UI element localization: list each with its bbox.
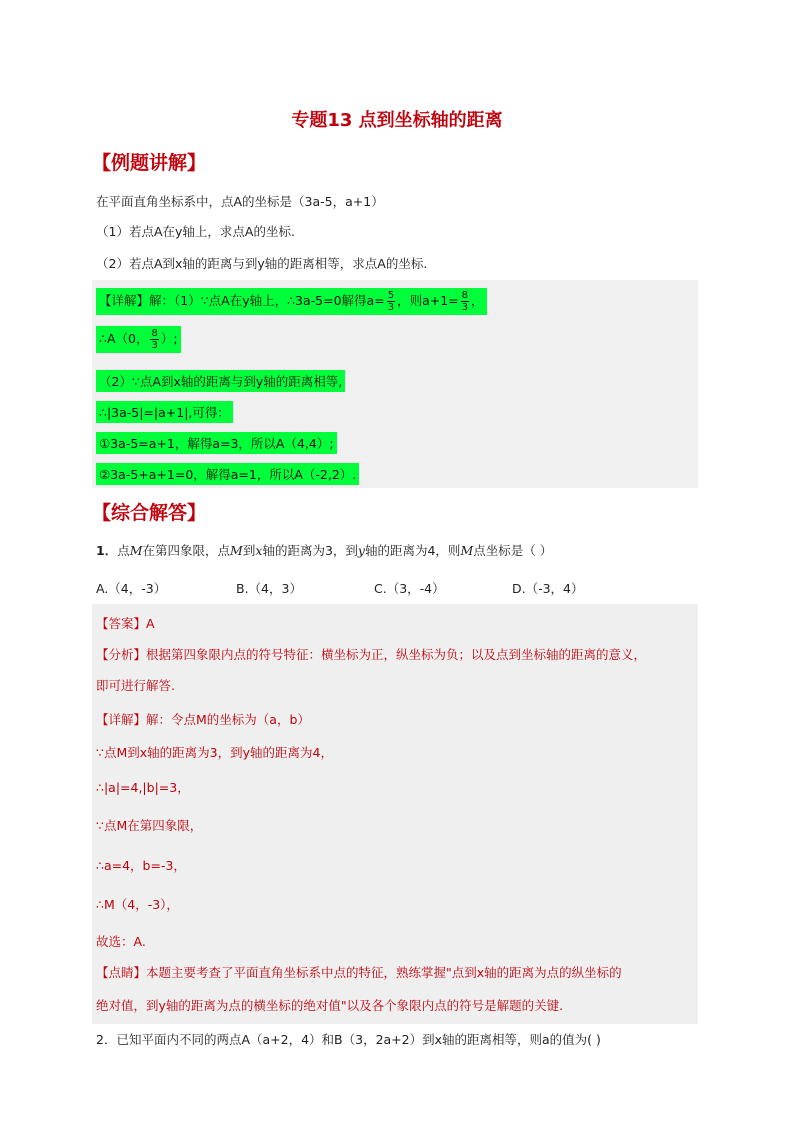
answer-line: 【答案】A	[96, 616, 155, 631]
option-b: B.（4，3）	[236, 581, 302, 596]
fraction: $\frac{8}{3}$	[151, 328, 158, 351]
solution-line-1: 【详解】解：（1）∵点A在y轴上，∴3a-5=0解得a= $\frac{5}{3}$ ，则a+1= $\frac{8}{3}$ ，	[96, 288, 487, 315]
solution-line-6: ②3a-5+a+1=0，解得a=1，所以A（-2,2）.	[96, 463, 359, 485]
option-d: D.（-3，4）	[512, 581, 584, 596]
comment-line-2: 绝对值，到y轴的距离为点的横坐标的绝对值"以及各个象限内点的符号是解题的关键.	[96, 998, 564, 1013]
solution-line-3: （2）∵点A到x轴的距离与到y轴的距离相等,	[96, 370, 345, 392]
analysis-line-2: 即可进行解答.	[96, 678, 175, 693]
solution-line-5: ①3a-5=a+1，解得a=3，所以A（4,4）;	[96, 432, 337, 454]
question-1-stem: 1．点M在第四象限，点M到x轴的距离为3，到y轴的距离为4，则M点坐标是（ ）	[96, 543, 553, 558]
fraction: $\frac{5}{3}$	[387, 290, 395, 313]
solution-line-4: ∴|3a-5|=|a+1|,可得：	[96, 401, 233, 423]
detail-line-6: ∴M（4，-3），	[96, 897, 179, 912]
example-question-2: （2）若点A到x轴的距离与到y轴的距离相等，求点A的坐标.	[96, 256, 428, 271]
option-a: A.（4，-3）	[96, 581, 167, 596]
detail-line-2: ∵点M到x轴的距离为3，到y轴的距离为4，	[96, 745, 333, 760]
answer-box	[92, 604, 698, 1024]
section-heading-comprehensive: 【综合解答】	[92, 502, 207, 524]
detail-line-1: 【详解】解：令点M的坐标为（a，b）	[96, 712, 310, 727]
example-question-1: （1）若点A在y轴上，求点A的坐标.	[96, 224, 295, 239]
detail-line-5: ∴a=4，b=-3，	[96, 858, 186, 873]
example-stem: 在平面直角坐标系中，点A的坐标是（3a-5，a+1）	[96, 194, 384, 209]
question-2-stem: 2．已知平面内不同的两点A（a+2，4）和B（3，2a+2）到x轴的距离相等，则a的值为( )	[96, 1032, 601, 1047]
solution-line-2: ∴A（0， $\frac{8}{3}$ ）;	[96, 326, 181, 353]
page-title: 专题13 点到坐标轴的距离	[291, 110, 503, 131]
option-c: C.（3，-4）	[374, 581, 445, 596]
section-heading-examples: 【例题讲解】	[92, 152, 207, 174]
comment-line-1: 【点睛】本题主要考查了平面直角坐标系中点的特征，熟练掌握"点到x轴的距离为点的纵坐标的	[96, 965, 622, 980]
detail-line-3: ∴|a|=4,|b|=3，	[96, 780, 190, 795]
detail-line-7: 故选：A.	[96, 934, 146, 949]
fraction: $\frac{8}{3}$	[461, 290, 469, 313]
analysis-line-1: 【分析】根据第四象限内点的符号特征：横坐标为正，纵坐标为负；以及点到坐标轴的距离的意义，	[96, 647, 647, 662]
detail-line-4: ∵点M在第四象限，	[96, 818, 203, 833]
